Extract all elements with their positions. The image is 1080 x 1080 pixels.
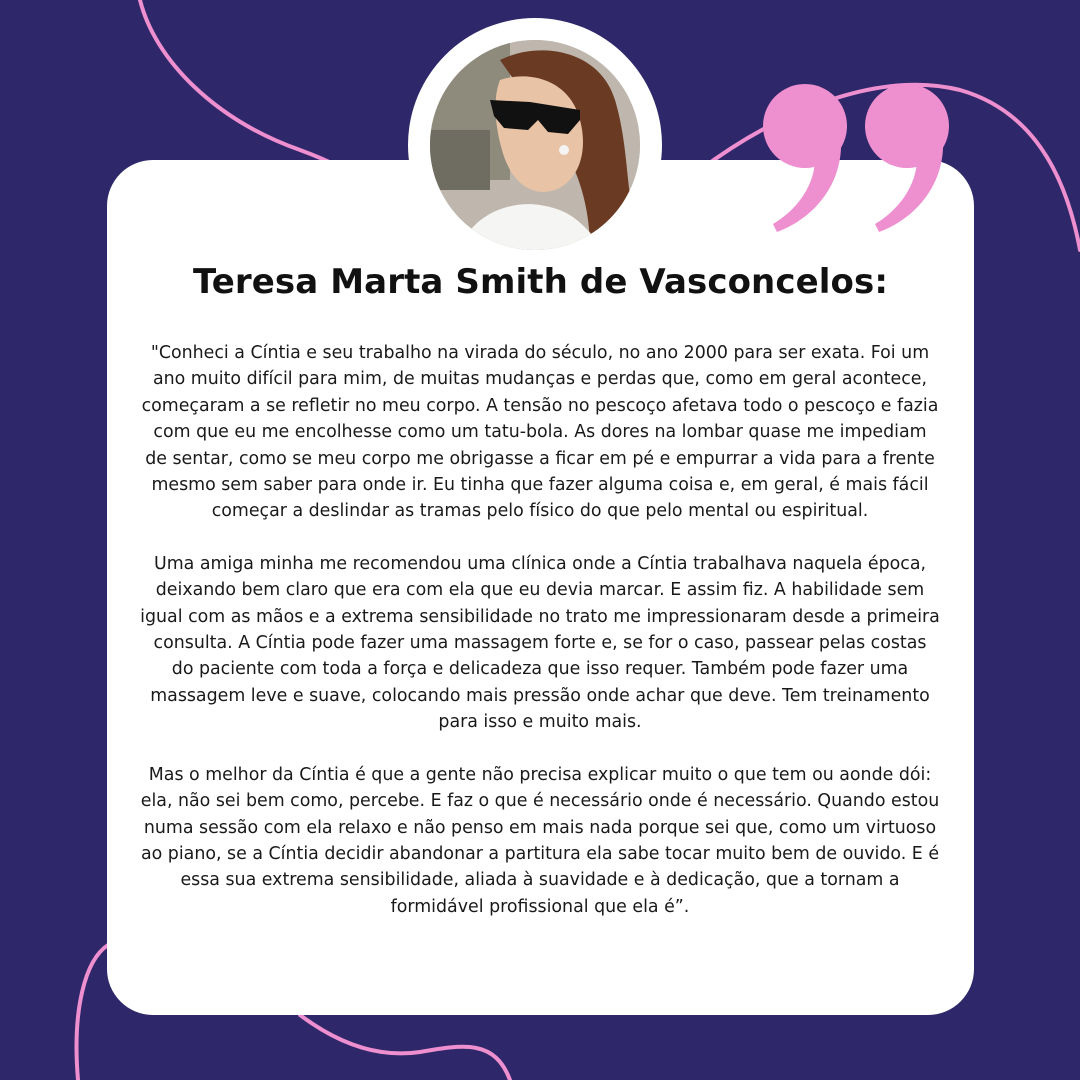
avatar-photo xyxy=(430,40,640,250)
avatar xyxy=(430,40,640,250)
testimonial-paragraph: Uma amiga minha me recomendou uma clínica onde a Cíntia trabalhava naquela época, deixando bem claro que era com ela que eu devia marcar. E assim fiz. A habilidade sem igual com as mãos e a extrema sensibilidade no trato me impressionaram desde a primeira consulta. A Cíntia pode fazer uma massagem forte e, se for o caso, passear pelas costas do paciente com toda a força e delicadeza que isso requer. Também pode fazer uma massagem leve e suave, colocando mais pressão onde achar que deve. Tem treinamento para isso e muito mais. xyxy=(140,553,940,733)
quote-mark-icon xyxy=(755,78,965,238)
testimonial-author-name: Teresa Marta Smith de Vasconcelos: xyxy=(192,262,889,302)
testimonial-paragraph: "Conheci a Cíntia e seu trabalho na virada do século, no ano 2000 para ser exata. Foi um ano muito difícil para mim, de muitas mudanças e perdas que, como em geral acontece, começaram a se refletir no meu corpo. A tensão no pescoço afetava todo o pescoço e fazia com que eu me encolhesse como um tatu-bola. As dores na lombar quase me impediam de sentar, como se meu corpo me obrigasse a ficar em pé e empurrar a vida para a frente mesmo sem saber para onde ir. Eu tinha que fazer alguma coisa e, em geral, é mais fácil começar a deslindar as tramas pelo físico do que pelo mental ou espiritual. xyxy=(141,343,939,522)
testimonial-body xyxy=(140,340,940,946)
testimonial-paragraph: Mas o melhor da Cíntia é que a gente não precisa explicar muito o que tem ou aonde dói: ela, não sei bem como, percebe. E faz o que é necessário onde é necessário. Quando estou numa sessão com ela relaxo e não penso em mais nada porque sei que, como um virtuoso ao piano, se a Cíntia decidir abandonar a partitura ela sabe tocar muito bem de ouvido. E é essa sua extrema sensibilidade, aliada à suavidade e à dedicação, que a tornam a formidável profissional que ela é”. xyxy=(140,764,940,917)
